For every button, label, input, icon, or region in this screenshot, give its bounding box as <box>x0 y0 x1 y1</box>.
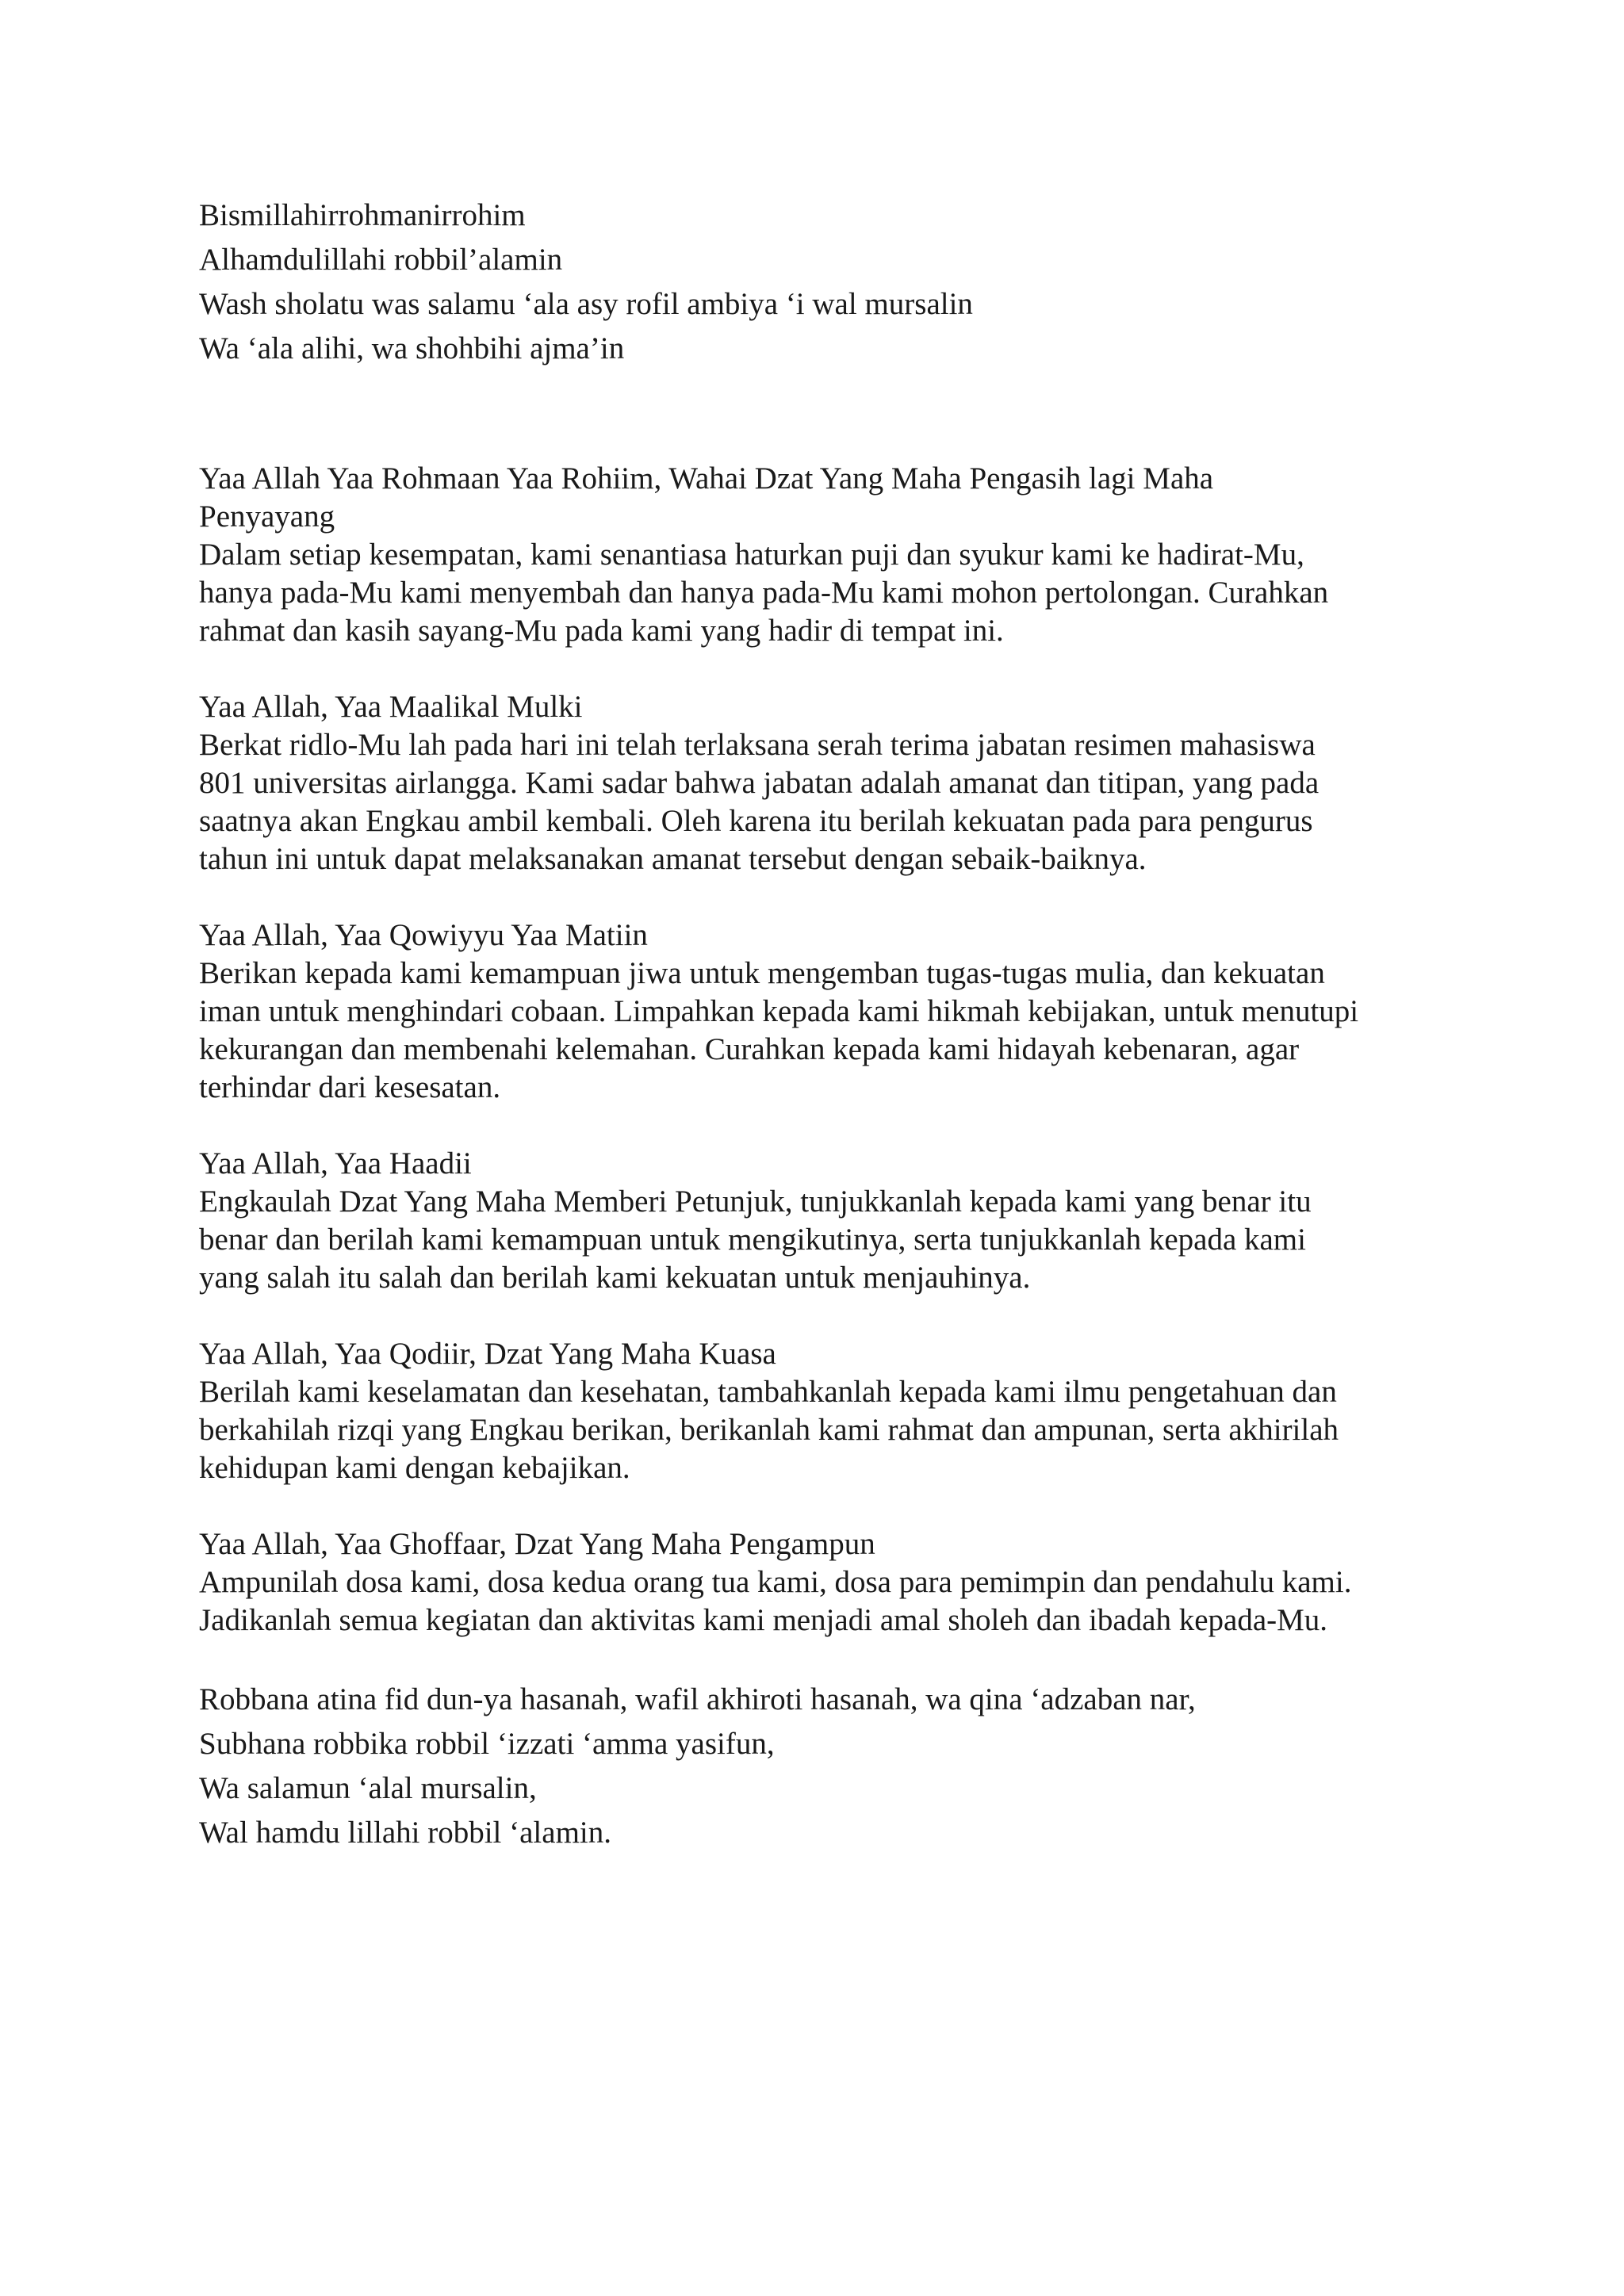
opening-line: Wash sholatu was salamu ‘ala asy rofil ambiya ‘i wal mursalin <box>199 287 973 321</box>
opening-block <box>199 193 1436 371</box>
closing-line: Wa salamun ‘alal mursalin, <box>199 1771 537 1805</box>
section-body-line: 801 universitas airlangga. Kami sadar bahwa jabatan adalah amanat dan titipan, yang pada <box>199 766 1320 800</box>
opening-line: Wa ‘ala alihi, wa shohbihi ajma’in <box>199 331 625 365</box>
section-heading: Yaa Allah, Yaa Ghoffaar, Dzat Yang Maha Pengampun <box>199 1527 875 1561</box>
opening-line: Alhamdulillahi robbil’alamin <box>199 243 563 277</box>
section-body-line: hanya pada-Mu kami menyembah dan hanya pada-Mu kami mohon pertolongan. Curahkan <box>199 576 1329 610</box>
section-body-line: kehidupan kami dengan kebajikan. <box>199 1451 630 1485</box>
spacer <box>199 1640 1436 1678</box>
spacer <box>199 1297 1436 1335</box>
section-heading: Yaa Allah, Yaa Maalikal Mulki <box>199 690 583 724</box>
document-body <box>199 193 1436 1855</box>
spacer <box>199 1487 1436 1525</box>
prayer-section <box>199 916 1436 1107</box>
section-body-line: Ampunilah dosa kami, dosa kedua orang tua kami, dosa para pemimpin dan pendahulu kami. <box>199 1565 1352 1599</box>
section-body-line: Engkaulah Dzat Yang Maha Memberi Petunjuk, tunjukkanlah kepada kami yang benar itu <box>199 1184 1312 1219</box>
section-body-line: Jadikanlah semua kegiatan dan aktivitas kami menjadi amal sholeh dan ibadah kepada-Mu. <box>199 1603 1328 1637</box>
spacer <box>199 1107 1436 1145</box>
spacer <box>199 878 1436 916</box>
section-body-line: yang salah itu salah dan berilah kami kekuatan untuk menjauhinya. <box>199 1261 1031 1295</box>
opening-line: Bismillahirrohmanirrohim <box>199 198 526 232</box>
section-heading: Yaa Allah Yaa Rohmaan Yaa Rohiim, Wahai Dzat Yang Maha Pengasih lagi Maha <box>199 461 1214 496</box>
section-body-line: terhindar dari kesesatan. <box>199 1070 501 1104</box>
spacer <box>199 371 1436 460</box>
section-body-line: iman untuk menghindari cobaan. Limpahkan kepada kami hikmah kebijakan, untuk menutupi <box>199 994 1359 1028</box>
prayer-section <box>199 460 1436 650</box>
section-body-line: Berkat ridlo-Mu lah pada hari ini telah terlaksana serah terima jabatan resimen mahasiswa <box>199 728 1316 762</box>
prayer-section <box>199 1145 1436 1297</box>
section-heading: Penyayang <box>199 499 335 534</box>
section-body-line: benar dan berilah kami kemampuan untuk mengikutinya, serta tunjukkanlah kepada kami <box>199 1223 1306 1257</box>
prayer-section <box>199 688 1436 878</box>
closing-line: Robbana atina fid dun-ya hasanah, wafil akhiroti hasanah, wa qina ‘adzaban nar, <box>199 1682 1196 1716</box>
section-body-line: Dalam setiap kesempatan, kami senantiasa haturkan puji dan syukur kami ke hadirat-Mu, <box>199 538 1304 572</box>
section-heading: Yaa Allah, Yaa Haadii <box>199 1146 472 1181</box>
section-body-line: rahmat dan kasih sayang-Mu pada kami yang hadir di tempat ini. <box>199 614 1004 648</box>
section-body-line: Berilah kami keselamatan dan kesehatan, tambahkanlah kepada kami ilmu pengetahuan dan <box>199 1375 1337 1409</box>
section-heading: Yaa Allah, Yaa Qodiir, Dzat Yang Maha Kuasa <box>199 1337 776 1371</box>
prayer-section <box>199 1525 1436 1640</box>
section-body-line: saatnya akan Engkau ambil kembali. Oleh karena itu berilah kekuatan pada para pengurus <box>199 804 1313 838</box>
closing-line: Subhana robbika robbil ‘izzati ‘amma yasifun, <box>199 1727 775 1761</box>
section-heading: Yaa Allah, Yaa Qowiyyu Yaa Matiin <box>199 918 648 952</box>
prayer-section <box>199 1335 1436 1487</box>
closing-block <box>199 1678 1436 1855</box>
closing-line: Wal hamdu lillahi robbil ‘alamin. <box>199 1816 611 1850</box>
section-body-line: berkahilah rizqi yang Engkau berikan, berikanlah kami rahmat dan ampunan, serta akhirilah <box>199 1413 1339 1447</box>
spacer <box>199 650 1436 688</box>
section-body-line: kekurangan dan membenahi kelemahan. Curahkan kepada kami hidayah kebenaran, agar <box>199 1032 1300 1066</box>
section-body-line: Berikan kepada kami kemampuan jiwa untuk mengemban tugas-tugas mulia, dan kekuatan <box>199 956 1325 990</box>
section-body-line: tahun ini untuk dapat melaksanakan amanat tersebut dengan sebaik-baiknya. <box>199 842 1147 876</box>
